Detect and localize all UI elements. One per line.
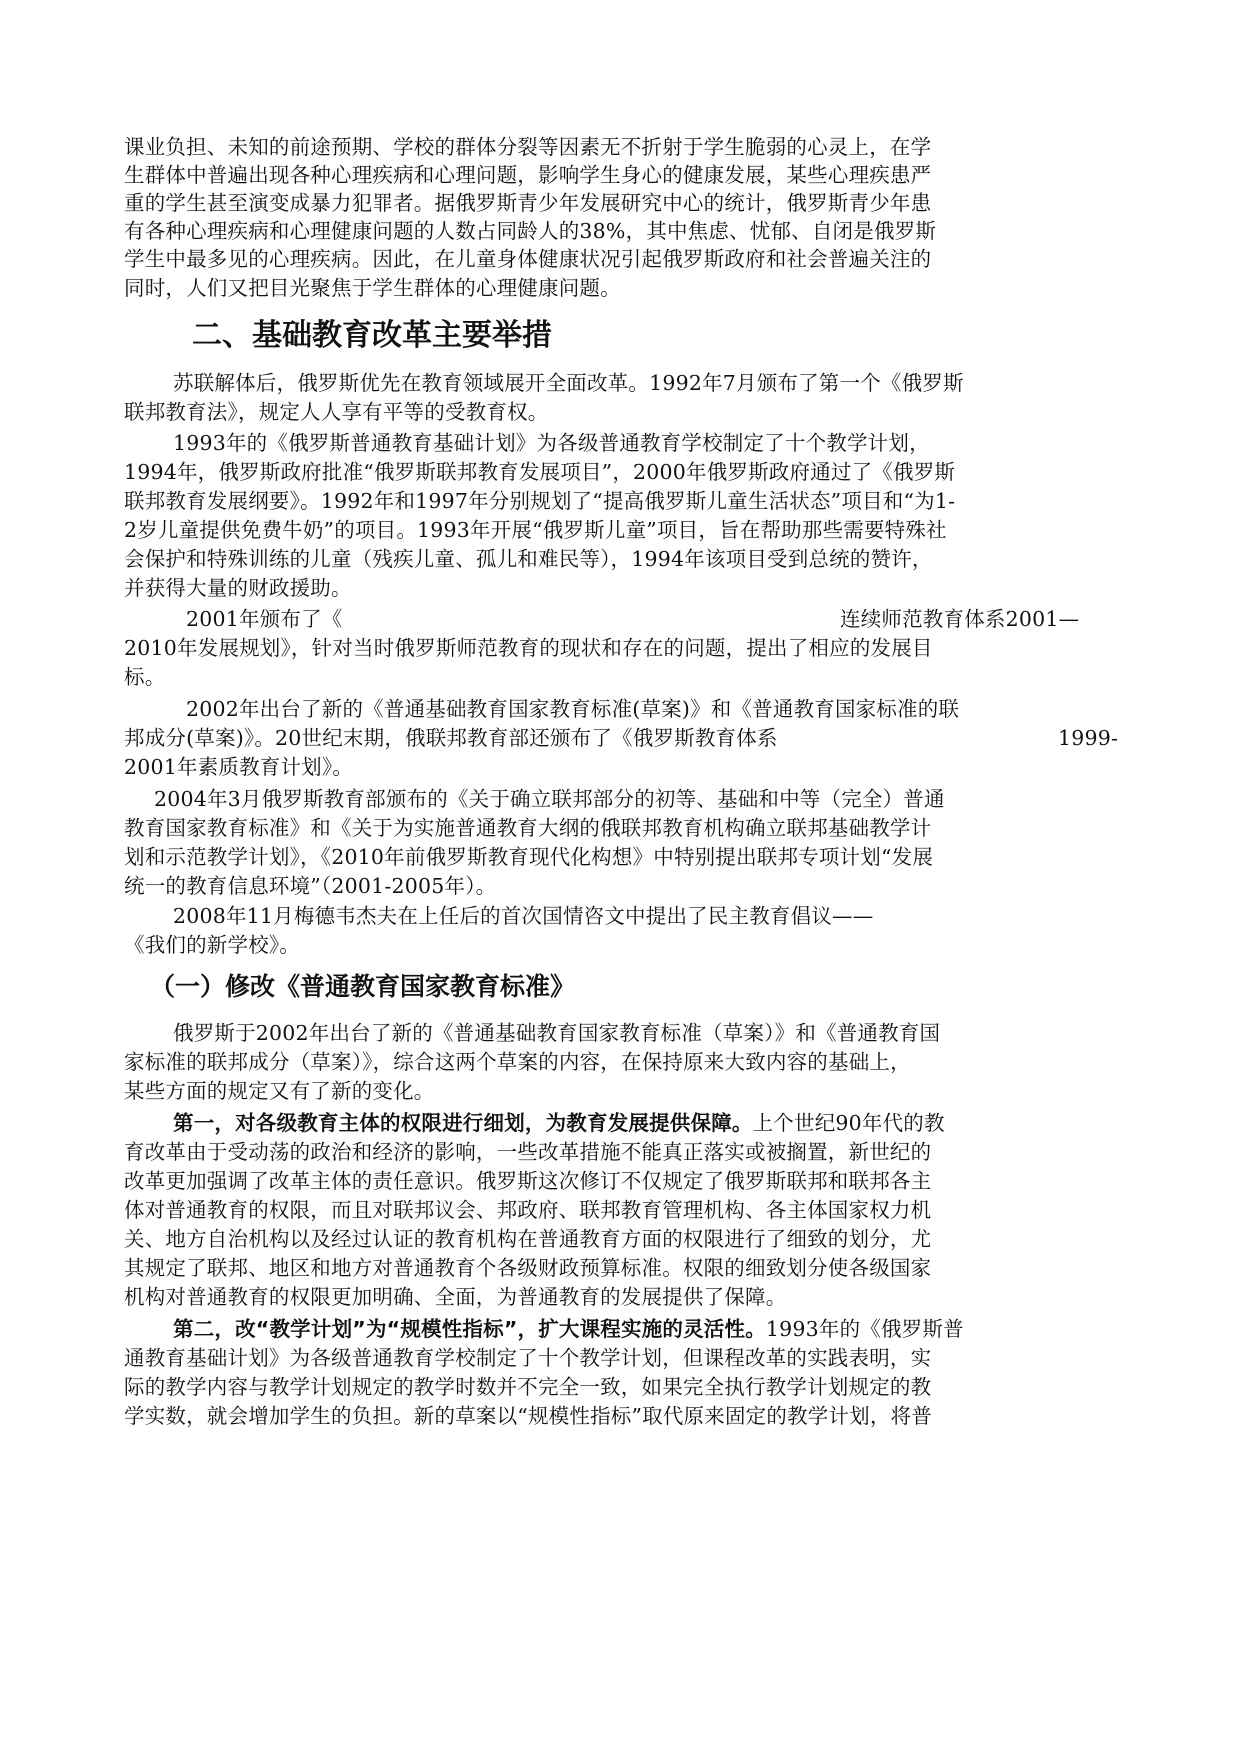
paragraph-line: 《我们的新学校》。 <box>124 933 301 957</box>
paragraph-line: 联邦教育法》，规定人人享有平等的受教育权。 <box>124 400 549 424</box>
paragraph-line: 2001年素质教育计划》。 <box>124 755 354 779</box>
paragraph-line: 划和示范教学计划》，《2010年前俄罗斯教育现代化构想》中特别提出联邦专项计划“发展 <box>124 845 934 869</box>
paragraph-line: 2002年出台了新的《普通基础教育国家教育标准(草案)》和《普通教育国家标准的联 <box>186 697 960 721</box>
paragraph-line: 邦成分(草案)》。20世纪末期，俄联邦教育部还颁布了《俄罗斯教育体系 <box>124 726 778 750</box>
paragraph-text: 上个世纪90年代的教 <box>752 1111 945 1135</box>
paragraph-line: 学生中最多见的心理疾病。因此，在儿童身体健康状况引起俄罗斯政府和社会普遍关注的 <box>124 247 932 271</box>
paragraph-line: 联邦教育发展纲要》。1992年和1997年分别规划了“提高俄罗斯儿童生活状态”项目和“为1- <box>124 489 956 513</box>
paragraph-line <box>173 1110 945 1137</box>
paragraph-line: 某些方面的规定又有了新的变化。 <box>124 1079 435 1103</box>
paragraph-line: 1993年的《俄罗斯普通教育基础计划》为各级普通教育学校制定了十个教学计划， <box>173 431 930 455</box>
paragraph-line: 会保护和特殊训练的儿童（残疾儿童、孤儿和难民等），1994年该项目受到总统的赞许， <box>124 547 933 571</box>
paragraph-line: 2岁儿童提供免费牛奶”的项目。1993年开展“俄罗斯儿童”项目，旨在帮助那些需要特殊社 <box>124 518 947 542</box>
paragraph-line: 机构对普通教育的权限更加明确、全面，为普通教育的发展提供了保障。 <box>124 1285 787 1309</box>
paragraph-line: 俄罗斯于2002年出台了新的《普通基础教育国家教育标准（草案）》和《普通教育国 <box>173 1021 941 1045</box>
section-heading: 二、基础教育改革主要举措 <box>192 318 552 353</box>
paragraph-line: 2008年11月梅德韦杰夫在上任后的首次国情咨文中提出了民主教育倡议—— <box>173 904 874 928</box>
paragraph-line: 并获得大量的财政援助。 <box>124 576 352 600</box>
paragraph-line: 家标准的联邦成分（草案）》，综合这两个草案的内容，在保持原来大致内容的基础上， <box>124 1050 911 1074</box>
paragraph-lead: 第二，改“教学计划”为“规模性指标”，扩大课程实施的灵活性。 <box>173 1317 766 1341</box>
subsection-heading: （一）修改《普通教育国家教育标准》 <box>150 972 576 1001</box>
paragraph-line: 1999- <box>1058 726 1119 750</box>
paragraph-line: 1994年，俄罗斯政府批准“俄罗斯联邦教育发展项目”，2000年俄罗斯政府通过了《俄罗斯 <box>124 460 956 484</box>
paragraph-line: 有各种心理疾病和心理健康问题的人数占同龄人的38%，其中焦虑、忧郁、自闭是俄罗斯 <box>124 219 937 243</box>
paragraph-line: 2001年颁布了《 <box>186 607 343 631</box>
paragraph-line: 其规定了联邦、地区和地方对普通教育个各级财政预算标准。权限的细致划分使各级国家 <box>124 1256 932 1280</box>
paragraph-text: 1993年的《俄罗斯普 <box>765 1317 964 1341</box>
paragraph-line <box>173 1316 964 1343</box>
paragraph-line: 学实数，就会增加学生的负担。新的草案以“规模性指标”取代原来固定的教学计划，将普 <box>124 1404 932 1428</box>
paragraph-lead: 第一，对各级教育主体的权限进行细划，为教育发展提供保障。 <box>173 1111 753 1135</box>
paragraph-line: 苏联解体后，俄罗斯优先在教育领域展开全面改革。1992年7月颁布了第一个《俄罗斯 <box>173 371 964 395</box>
paragraph-line: 关、地方自治机构以及经过认证的教育机构在普通教育方面的权限进行了细致的划分，尤 <box>124 1227 932 1251</box>
paragraph-line: 重的学生甚至演变成暴力犯罪者。据俄罗斯青少年发展研究中心的统计，俄罗斯青少年患 <box>124 191 932 215</box>
paragraph-line: 生群体中普遍出现各种心理疾病和心理问题，影响学生身心的健康发展，某些心理疾患严 <box>124 163 932 187</box>
paragraph-line: 通教育基础计划》为各级普通教育学校制定了十个教学计划，但课程改革的实践表明，实 <box>124 1346 932 1370</box>
paragraph-line: 标。 <box>124 665 166 689</box>
paragraph-line: 教育国家教育标准》和《关于为实施普通教育大纲的俄联邦教育机构确立联邦基础教学计 <box>124 816 932 840</box>
paragraph-line: 体对普通教育的权限，而且对联邦议会、邦政府、联邦教育管理机构、各主体国家权力机 <box>124 1198 932 1222</box>
paragraph-line: 统一的教育信息环境”（2001-2005年）。 <box>124 874 497 898</box>
paragraph-line: 际的教学内容与教学计划规定的教学时数并不完全一致，如果完全执行教学计划规定的教 <box>124 1375 932 1399</box>
paragraph-line: 2004年3月俄罗斯教育部颁布的《关于确立联邦部分的初等、基础和中等（完全）普通 <box>154 787 945 811</box>
paragraph-line: 课业负担、未知的前途预期、学校的群体分裂等因素无不折射于学生脆弱的心灵上，在学 <box>124 135 932 159</box>
paragraph-line: 连续师范教育体系2001— <box>840 607 1080 631</box>
paragraph-line: 改革更加强调了改革主体的责任意识。俄罗斯这次修订不仅规定了俄罗斯联邦和联邦各主 <box>124 1169 932 1193</box>
paragraph-line: 同时，人们又把目光聚焦于学生群体的心理健康问题。 <box>124 276 621 300</box>
paragraph-line: 2010年发展规划》，针对当时俄罗斯师范教育的现状和存在的问题，提出了相应的发展目 <box>124 636 933 660</box>
paragraph-line: 育改革由于受动荡的政治和经济的影响，一些改革措施不能真正落实或被搁置，新世纪的 <box>124 1140 932 1164</box>
